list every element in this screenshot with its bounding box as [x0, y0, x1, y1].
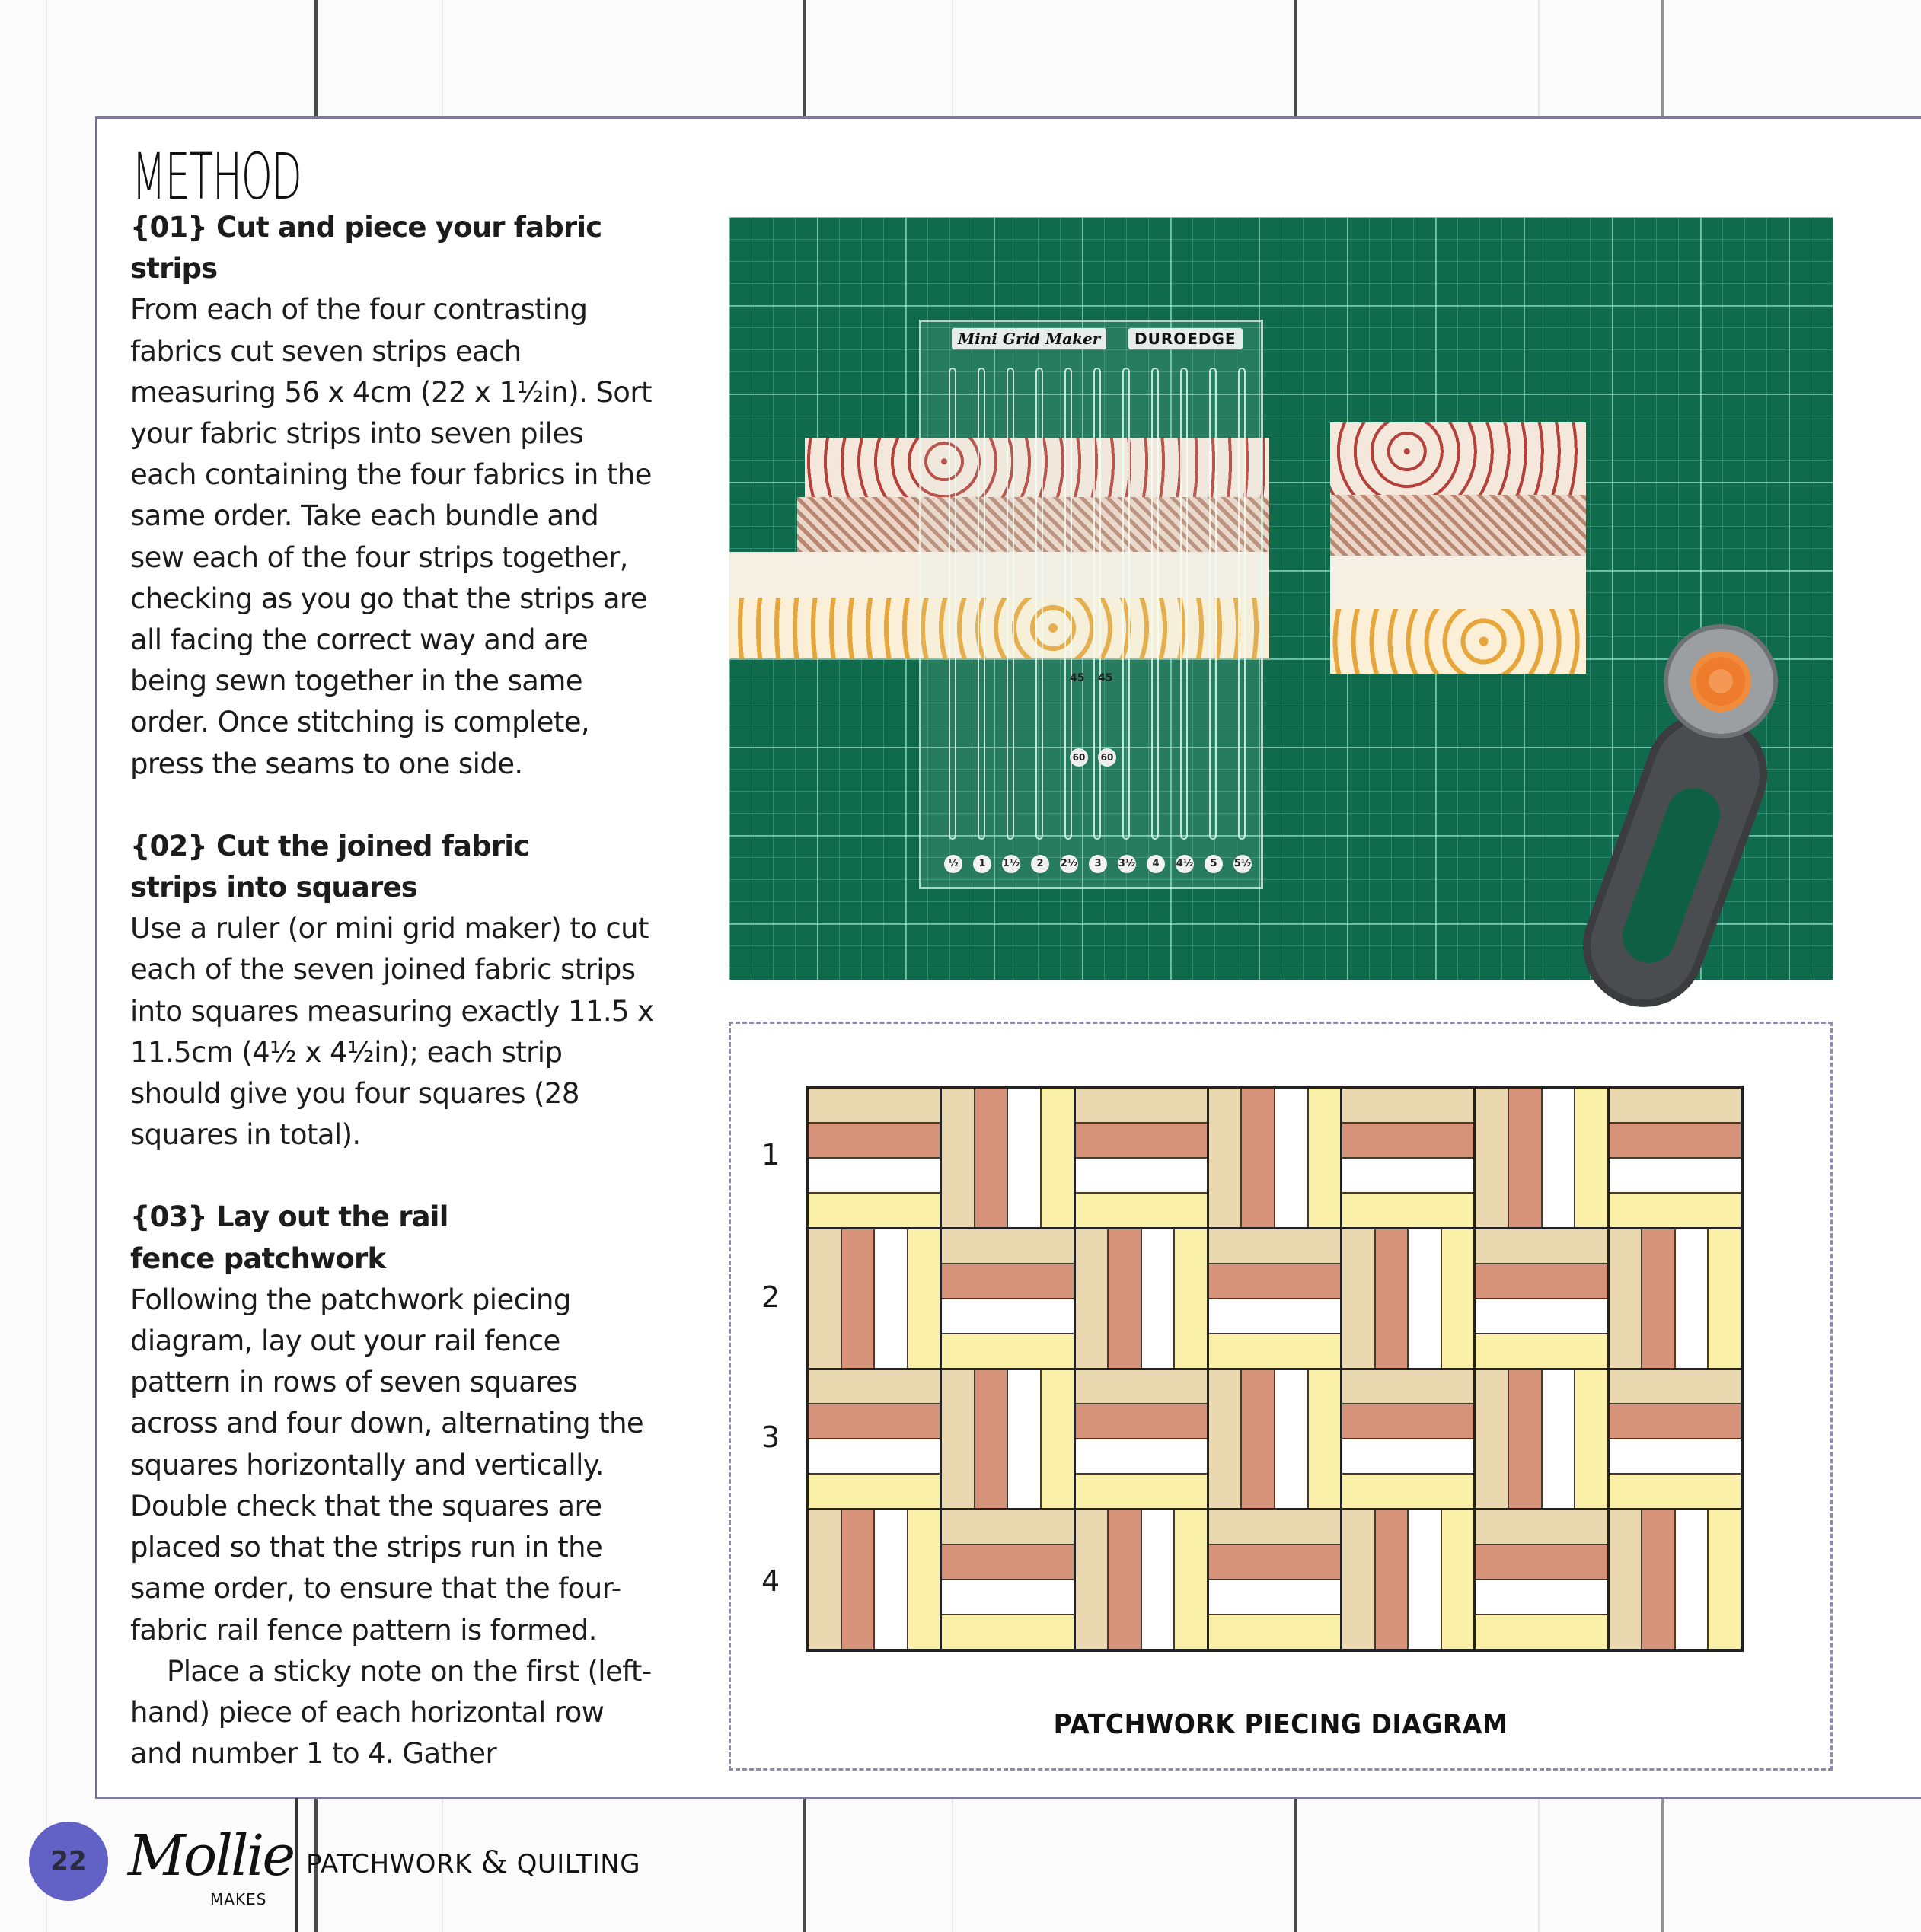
page-number-badge: 22 — [29, 1822, 108, 1901]
quilt-strip-white — [875, 1229, 907, 1368]
quilt-strip-yellow — [1442, 1229, 1474, 1368]
section-name-part2: QUILTING — [516, 1849, 641, 1879]
ruler-slot — [1238, 368, 1246, 840]
quilt-strip-white — [1076, 1159, 1207, 1192]
quilt-strip-tan — [1342, 1089, 1473, 1122]
ruler-scale-mark: 3 — [1089, 855, 1107, 873]
quilt-block — [1076, 1510, 1207, 1649]
quilt-strip-yellow — [908, 1229, 940, 1368]
quilt-strip-tan — [942, 1229, 1073, 1263]
ruler-scale-mark: 5½ — [1233, 855, 1252, 873]
fabric-strip-red-floral — [1330, 422, 1586, 495]
quilt-strip-brown — [975, 1089, 1007, 1227]
quilt-block — [809, 1089, 940, 1227]
quilt-block — [809, 1229, 940, 1368]
ruler-slot — [1007, 368, 1014, 840]
quilt-block — [1209, 1089, 1340, 1227]
quilt-strip-white — [1209, 1299, 1340, 1333]
quilt-strip-yellow — [1309, 1370, 1341, 1509]
quilt-strip-brown — [842, 1510, 874, 1649]
quilt-strip-white — [875, 1510, 907, 1649]
quilt-strip-brown — [1509, 1370, 1541, 1509]
ruler-angle-mark: 60 — [1070, 748, 1088, 767]
ruler-scale-mark: ½ — [944, 855, 962, 873]
quilt-strip-white — [1610, 1439, 1741, 1473]
quilt-strip-tan — [1342, 1370, 1473, 1404]
quilt-block — [1342, 1089, 1473, 1227]
quilt-strip-white — [1275, 1370, 1307, 1509]
quilt-block — [1342, 1510, 1473, 1649]
quilt-block — [1610, 1510, 1741, 1649]
quilt-strip-brown — [1109, 1229, 1141, 1368]
quilt-block — [809, 1370, 940, 1509]
quilt-strip-white — [809, 1159, 940, 1192]
quilt-strip-brown — [809, 1404, 940, 1438]
quilt-strip-yellow — [1575, 1370, 1607, 1509]
quilt-block — [1610, 1089, 1741, 1227]
brand-logo: Mollie — [128, 1823, 294, 1889]
quilt-strip-tan — [1209, 1089, 1241, 1227]
quilt-strip-white — [1342, 1439, 1473, 1473]
row-label: 1 — [761, 1138, 780, 1172]
quilt-strip-brown — [1642, 1510, 1674, 1649]
quilt-strip-white — [1476, 1299, 1607, 1333]
quilt-strip-yellow — [1610, 1194, 1741, 1227]
ruler-label: Mini Grid Maker — [952, 328, 1106, 349]
quilt-strip-white — [1676, 1229, 1708, 1368]
quilt-strip-brown — [842, 1229, 874, 1368]
quilt-strip-white — [809, 1439, 940, 1473]
quilt-strip-brown — [1610, 1124, 1741, 1157]
quilt-strip-white — [1076, 1439, 1207, 1473]
quilt-strip-brown — [1610, 1404, 1741, 1438]
quilt-strip-white — [1543, 1370, 1575, 1509]
patchwork-piecing-diagram — [806, 1086, 1744, 1652]
cutter-knob — [1690, 651, 1751, 712]
quilt-block — [1476, 1510, 1607, 1649]
quilt-block — [1342, 1229, 1473, 1368]
quilt-strip-white — [1409, 1510, 1441, 1649]
row-label: 2 — [761, 1280, 780, 1314]
quilt-strip-brown — [1509, 1089, 1541, 1227]
quilt-strip-brown — [1376, 1510, 1408, 1649]
ruler-scale-mark: 1 — [973, 855, 991, 873]
ruler-angle-mark: 45 — [1098, 672, 1113, 684]
cut-fabric-square — [1330, 422, 1586, 674]
section-name — [306, 1845, 640, 1880]
quilt-block — [942, 1510, 1073, 1649]
fabric-strip-check — [1330, 495, 1586, 556]
step-body — [130, 908, 656, 1156]
quilt-strip-tan — [942, 1510, 1073, 1544]
row-label: 4 — [761, 1564, 780, 1598]
quilt-strip-tan — [1342, 1229, 1374, 1368]
quilt-strip-tan — [942, 1370, 974, 1509]
ruler-scale-mark: 4 — [1147, 855, 1165, 873]
quilt-strip-tan — [1610, 1370, 1741, 1404]
quilt-strip-white — [1409, 1229, 1441, 1368]
step-heading: {01} Cut and piece your fabric strips — [130, 211, 602, 285]
quilt-strip-brown — [1242, 1089, 1274, 1227]
quilt-strip-brown — [1209, 1264, 1340, 1298]
ruler-scale-mark: 1½ — [1002, 855, 1020, 873]
diagram-caption: PATCHWORK PIECING DIAGRAM — [1053, 1709, 1508, 1740]
quilt-strip-tan — [809, 1370, 940, 1404]
ampersand: & — [480, 1845, 509, 1880]
quilt-block — [1209, 1370, 1340, 1509]
step-02 — [130, 826, 656, 1156]
quilt-block — [1476, 1229, 1607, 1368]
quilt-strip-tan — [1476, 1510, 1607, 1544]
quilt-strip-tan — [1076, 1370, 1207, 1404]
ruler-slot — [1209, 368, 1217, 840]
quilt-strip-white — [942, 1299, 1073, 1333]
quilt-strip-tan — [1209, 1370, 1241, 1509]
quilt-block — [1076, 1229, 1207, 1368]
quilt-strip-white — [1142, 1229, 1174, 1368]
step-heading: {03} Lay out the rail fence patchwork — [130, 1200, 448, 1275]
quilt-strip-white — [1275, 1089, 1307, 1227]
quilt-block — [1476, 1370, 1607, 1509]
step-paragraph: From each of the four contrasting fabrics cut seven strips each measuring 56 x 4cm (22 x 1½in). Sort your fabric strips into seven piles each containing the four fabrics in the same order. Take each bundle and sew each of the four strips together, checking as you go that the strips are all facing the correct way and are being sewn together in the same order. Once stitching is complete, press the seams to one side. — [130, 293, 652, 780]
quilt-strip-tan — [809, 1089, 940, 1122]
quilt-strip-white — [1342, 1159, 1473, 1192]
ruler-slot — [978, 368, 985, 840]
step-body — [130, 1280, 656, 1774]
step-01 — [130, 207, 656, 785]
quilt-block — [809, 1510, 940, 1649]
quilt-strip-white — [1476, 1580, 1607, 1614]
plank-grain — [46, 0, 47, 1932]
quilt-strip-brown — [1342, 1404, 1473, 1438]
quilt-strip-tan — [1476, 1089, 1508, 1227]
quilt-block — [1076, 1089, 1207, 1227]
quilt-block — [942, 1229, 1073, 1368]
quilt-strip-tan — [1076, 1089, 1207, 1122]
quilt-strip-yellow — [1476, 1615, 1607, 1649]
quilt-strip-brown — [1642, 1229, 1674, 1368]
quilt-strip-brown — [1109, 1510, 1141, 1649]
quilt-strip-yellow — [809, 1475, 940, 1508]
footer-divider — [295, 1798, 298, 1932]
quilt-strip-brown — [1242, 1370, 1274, 1509]
quilt-strip-white — [1676, 1510, 1708, 1649]
mini-grid-maker-ruler — [919, 320, 1263, 889]
quilt-strip-brown — [1476, 1264, 1607, 1298]
quilt-strip-yellow — [908, 1510, 940, 1649]
quilt-strip-white — [1209, 1580, 1340, 1614]
rotary-cutter — [1591, 594, 1766, 990]
quilt-strip-brown — [1342, 1124, 1473, 1157]
quilt-strip-tan — [1342, 1510, 1374, 1649]
quilt-block — [1076, 1370, 1207, 1509]
quilt-block — [942, 1089, 1073, 1227]
quilt-strip-yellow — [942, 1615, 1073, 1649]
quilt-strip-white — [1610, 1159, 1741, 1192]
step-heading: {02} Cut the joined fabric strips into squares — [130, 829, 530, 904]
ruler-slot — [1064, 368, 1072, 840]
quilt-strip-yellow — [1309, 1089, 1341, 1227]
quilt-strip-tan — [1476, 1370, 1508, 1509]
ruler-scale-mark: 5 — [1205, 855, 1223, 873]
row-label: 3 — [761, 1420, 780, 1454]
quilt-strip-brown — [1076, 1404, 1207, 1438]
quilt-block — [1209, 1510, 1340, 1649]
quilt-strip-yellow — [1342, 1194, 1473, 1227]
quilt-block — [1476, 1089, 1607, 1227]
ruler-slot — [949, 368, 956, 840]
quilt-strip-tan — [1209, 1229, 1340, 1263]
quilt-strip-brown — [1076, 1124, 1207, 1157]
quilt-strip-white — [942, 1580, 1073, 1614]
ruler-scale-mark: 2 — [1031, 855, 1049, 873]
ruler-angle-mark: 60 — [1098, 748, 1116, 767]
quilt-strip-yellow — [1476, 1334, 1607, 1368]
step-body — [130, 289, 656, 784]
quilt-strip-brown — [809, 1124, 940, 1157]
quilt-strip-brown — [942, 1264, 1073, 1298]
ruler-slot — [1151, 368, 1159, 840]
quilt-block — [1610, 1370, 1741, 1509]
quilt-strip-tan — [942, 1089, 974, 1227]
ruler-slot — [1035, 368, 1043, 840]
brand-logo-sub: MAKES — [210, 1890, 267, 1908]
quilt-strip-white — [1008, 1370, 1040, 1509]
quilt-strip-yellow — [1175, 1510, 1207, 1649]
quilt-strip-white — [1543, 1089, 1575, 1227]
quilt-strip-yellow — [1610, 1475, 1741, 1508]
quilt-strip-yellow — [1076, 1194, 1207, 1227]
quilt-strip-brown — [1376, 1229, 1408, 1368]
quilt-strip-tan — [809, 1510, 841, 1649]
quilt-strip-yellow — [1342, 1475, 1473, 1508]
ruler-slot — [1093, 368, 1101, 840]
ruler-slot — [1122, 368, 1130, 840]
step-paragraph: Place a sticky note on the first (left-hand) piece of each horizontal row and number 1 to 4. Gather — [130, 1654, 652, 1771]
quilt-strip-tan — [1610, 1229, 1642, 1368]
quilt-strip-yellow — [942, 1334, 1073, 1368]
quilt-strip-yellow — [1442, 1510, 1474, 1649]
quilt-strip-white — [1008, 1089, 1040, 1227]
quilt-block — [1209, 1229, 1340, 1368]
quilt-strip-yellow — [1575, 1089, 1607, 1227]
quilt-block — [942, 1370, 1073, 1509]
quilt-strip-white — [1142, 1510, 1174, 1649]
quilt-strip-yellow — [1175, 1229, 1207, 1368]
quilt-strip-yellow — [1042, 1089, 1074, 1227]
quilt-strip-brown — [942, 1545, 1073, 1579]
step-03 — [130, 1197, 656, 1774]
ruler-angle-mark: 45 — [1070, 672, 1085, 684]
quilt-strip-tan — [1610, 1510, 1642, 1649]
quilt-strip-tan — [1476, 1229, 1607, 1263]
section-name-part1: PATCHWORK — [306, 1849, 472, 1879]
quilt-block — [1342, 1370, 1473, 1509]
ruler-brand: DUROEDGE — [1128, 328, 1243, 349]
ruler-slot — [1180, 368, 1188, 840]
quilt-strip-yellow — [809, 1194, 940, 1227]
quilt-strip-yellow — [1076, 1475, 1207, 1508]
fabric-strip-cream — [1330, 556, 1586, 609]
ruler-scale-mark: 4½ — [1176, 855, 1194, 873]
quilt-strip-brown — [1476, 1545, 1607, 1579]
quilt-strip-tan — [1076, 1229, 1108, 1368]
quilt-strip-tan — [809, 1229, 841, 1368]
quilt-strip-yellow — [1709, 1510, 1741, 1649]
step-paragraph: Following the patchwork piecing diagram, lay out your rail fence pattern in rows of seven squares across and four down, alternating the squares horizontally and vertically. Double check that the squares are placed so that the strips run in the same order, to ensure that the four-fabric rail fence pattern is formed. — [130, 1283, 644, 1647]
quilt-strip-yellow — [1042, 1370, 1074, 1509]
fabric-strip-yellow-floral — [1330, 609, 1586, 674]
quilt-block — [1610, 1229, 1741, 1368]
quilt-strip-tan — [1209, 1510, 1340, 1544]
quilt-strip-brown — [1209, 1545, 1340, 1579]
quilt-strip-yellow — [1209, 1334, 1340, 1368]
quilt-strip-yellow — [1709, 1229, 1741, 1368]
section-title: METHOD — [132, 139, 302, 214]
step-paragraph: Use a ruler (or mini grid maker) to cut each of the seven joined fabric strips into squares measuring exactly 11.5 x 11.5cm (4½ x 4½in); each strip should give you four squares (28 squares in total). — [130, 912, 654, 1152]
quilt-strip-tan — [1076, 1510, 1108, 1649]
quilt-strip-tan — [1610, 1089, 1741, 1122]
quilt-strip-brown — [975, 1370, 1007, 1509]
ruler-scale-mark: 2½ — [1060, 855, 1078, 873]
method-text-column — [130, 207, 656, 1816]
quilt-strip-yellow — [1209, 1615, 1340, 1649]
ruler-scale-mark: 3½ — [1118, 855, 1136, 873]
